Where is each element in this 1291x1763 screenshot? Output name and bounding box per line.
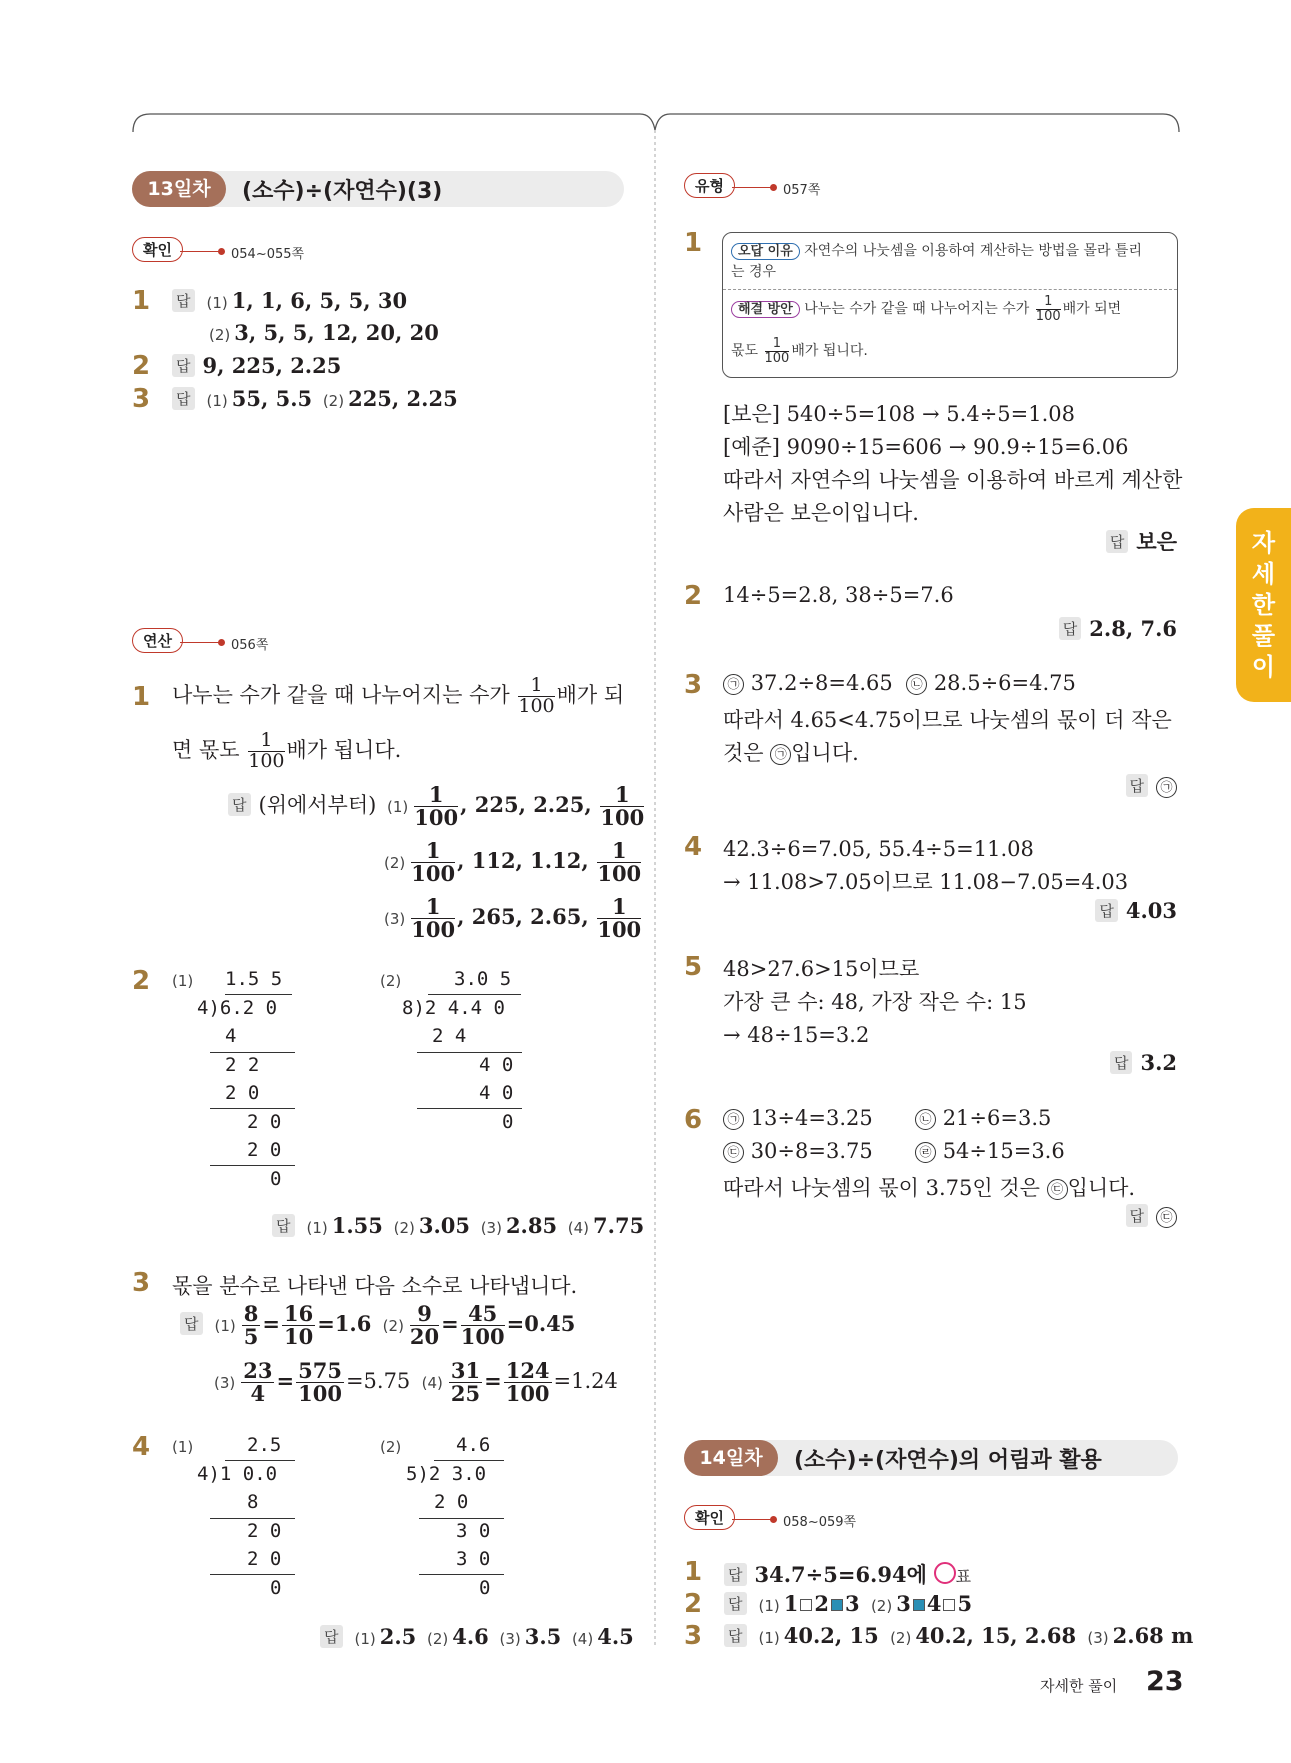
- text: 배가 되: [556, 682, 625, 707]
- row-values: , 265, 2.65,: [457, 904, 589, 930]
- fraction: [461, 1303, 505, 1348]
- text: 54÷15=3.6: [942, 1139, 1065, 1163]
- fraction: [248, 731, 284, 772]
- part-label: (1): [758, 1629, 780, 1647]
- fraction: [241, 1360, 274, 1405]
- denominator: 100: [1035, 308, 1061, 324]
- numerator: 1: [411, 840, 455, 863]
- result: =0.45: [506, 1311, 576, 1337]
- part-label: (2): [209, 326, 231, 344]
- type-q4-text: [723, 833, 1128, 899]
- part-label: (4): [571, 1630, 594, 1648]
- answer-label: 답: [1059, 617, 1082, 640]
- type-q6-line1: [723, 1106, 873, 1130]
- day13-title: (소수)÷(자연수)(3): [242, 179, 443, 204]
- side-tab-char: 이: [1251, 653, 1276, 681]
- numerator: 9: [410, 1303, 439, 1326]
- part-label: (4): [421, 1374, 443, 1393]
- fraction: [600, 784, 644, 829]
- q-number: 3: [132, 1268, 151, 1298]
- text: 입니다.: [791, 741, 859, 765]
- q-number: 2: [132, 351, 151, 381]
- q-number: 4: [684, 832, 703, 862]
- type-q3-line2: 따라서 4.65<4.75이므로 나눗셈의 몫이 더 작은: [723, 708, 1172, 732]
- fraction: [411, 896, 455, 941]
- text: 입니다.: [1067, 1176, 1136, 1200]
- fraction: [504, 1360, 552, 1405]
- part-label: (3): [1087, 1629, 1109, 1647]
- fix-method-tag: 해결 방안: [731, 301, 800, 318]
- denominator: 100: [764, 350, 790, 366]
- empty-box-icon: [943, 1599, 955, 1611]
- fraction: [597, 896, 641, 941]
- day14-check-tag: 확인: [684, 1505, 735, 1530]
- q-number: 3: [684, 1621, 703, 1651]
- wrong-reason-tag: 오답 이유: [731, 243, 800, 260]
- step: 2 0: [247, 1520, 282, 1542]
- numerator: 1: [248, 731, 284, 752]
- type-q6-line2: [723, 1139, 873, 1163]
- text-line: [보은] 540÷5=108 → 5.4÷5=1.08: [723, 402, 1076, 426]
- answer-value: ㉢: [1156, 1207, 1177, 1228]
- quotient: 3.0 5: [454, 968, 512, 990]
- q-number: 3: [684, 670, 703, 700]
- text-line: 가장 큰 수: 48, 가장 작은 수: 15: [723, 990, 1027, 1014]
- part-label: (2): [870, 1597, 893, 1615]
- part-label: (1): [172, 1438, 194, 1456]
- fraction: [296, 1360, 344, 1405]
- tag-dot: [218, 639, 225, 646]
- text: 배가 됩니다.: [286, 737, 402, 762]
- q-number: 4: [132, 1432, 151, 1462]
- q-number: 1: [132, 286, 151, 316]
- practice-q1-text2: [172, 731, 401, 772]
- denominator: 20: [409, 1324, 440, 1350]
- hint-box: [722, 232, 1178, 378]
- step: 3 0: [456, 1548, 491, 1570]
- text-line: 따라서 자연수의 나눗셈을 이용하여 바르게 계산한: [723, 468, 1183, 492]
- text: 30÷8=3.75: [750, 1139, 873, 1163]
- text: 배가 됩니다.: [791, 343, 868, 360]
- answer-value: 34.7÷5=6.94에: [754, 1562, 927, 1587]
- practice-q4-answer: [320, 1624, 634, 1649]
- text-line: 사람은 보은이입니다.: [723, 501, 919, 525]
- circled-label: ㉠: [723, 1109, 744, 1130]
- check-q3-b: 225, 2.25: [348, 386, 458, 411]
- dividend: 4)1 0.0: [197, 1463, 278, 1485]
- type-q5-text: [723, 953, 1027, 1052]
- check-q2-line: [172, 353, 341, 378]
- text: 몫도: [731, 343, 759, 360]
- answer-label: 답: [172, 387, 195, 410]
- answer-value: 40.2, 15: [783, 1623, 879, 1648]
- answer-label: 답: [1110, 1051, 1133, 1074]
- text-line: → 11.08>7.05이므로 11.08−7.05=4.03: [723, 870, 1129, 894]
- answer-label: 답: [724, 1592, 747, 1615]
- text-line: [예준] 9090÷15=606 → 90.9÷15=6.06: [723, 435, 1129, 459]
- q-number: 1: [684, 228, 703, 258]
- numerator: 8: [243, 1301, 259, 1326]
- circled-label: ㉠: [723, 674, 744, 695]
- row-values: , 112, 1.12,: [457, 848, 589, 874]
- text: 자연수의 나눗셈을 이용하여 계산하는 방법을 몰라 틀리: [804, 243, 1142, 259]
- step: 4 0: [479, 1054, 514, 1076]
- type-q3-line3: [723, 737, 859, 767]
- wrong-reason: [731, 241, 1171, 283]
- part-label: (1): [206, 294, 228, 312]
- circle-mark-icon: [934, 1562, 956, 1584]
- circled-label: ㉣: [915, 1142, 936, 1163]
- fraction: [410, 1303, 439, 1348]
- text: 28.5÷6=4.75: [933, 671, 1076, 695]
- practice-q1-text1: [172, 676, 624, 717]
- fraction: [518, 676, 554, 717]
- text: 배가 되면: [1062, 301, 1122, 318]
- footer-label: 자세한 풀이: [1040, 1677, 1118, 1695]
- part-label: (4): [567, 1219, 590, 1237]
- text: 는 경우: [731, 264, 777, 280]
- fraction: [1036, 295, 1061, 323]
- part-label: (3): [480, 1219, 502, 1237]
- dividend: 4)6.2 0: [197, 997, 278, 1019]
- type-q4-answer: [1095, 898, 1177, 923]
- answer-label: 답: [1126, 774, 1149, 797]
- circled-label: ㉡: [906, 674, 927, 695]
- side-tab-char: 자: [1251, 529, 1276, 557]
- part-label: (2): [322, 392, 345, 410]
- numerator: 16: [283, 1301, 314, 1326]
- dividend: 8)2 4.4 0: [402, 997, 505, 1019]
- day14-badge: 14일차: [684, 1440, 778, 1476]
- answer-value: 2.68 m: [1112, 1623, 1194, 1648]
- quotient: 2.5: [247, 1434, 282, 1456]
- answer-label: 답: [724, 1624, 747, 1647]
- part-label: (3): [384, 910, 406, 929]
- check-q1-a: 1, 1, 6, 5, 5, 30: [231, 288, 408, 313]
- filled-box-icon: [913, 1599, 925, 1611]
- denominator: 25: [450, 1381, 481, 1407]
- denominator: 100: [600, 805, 645, 831]
- step: 3 0: [456, 1520, 491, 1542]
- denominator: 5: [243, 1324, 259, 1350]
- type-q2-answer: [1059, 616, 1177, 641]
- numerator: 45: [461, 1303, 505, 1326]
- text: 나누는 수가 같을 때 나누어지는 수가: [804, 301, 1030, 318]
- tag-dot: [770, 1516, 777, 1523]
- denominator: 100: [505, 1381, 550, 1407]
- answer-label: 답: [724, 1563, 747, 1586]
- text: 37.2÷8=4.65: [750, 671, 893, 695]
- dividend: 5)2 3.0: [406, 1463, 487, 1485]
- type-q5-answer: [1110, 1050, 1177, 1075]
- tag-connector: [732, 187, 772, 188]
- result: =5.75: [345, 1369, 411, 1394]
- numerator: 23: [243, 1358, 273, 1383]
- circled-label: ㉡: [915, 1109, 936, 1130]
- answer-value: 4.03: [1125, 898, 1177, 923]
- check-pages: 054~055쪽: [231, 247, 305, 262]
- part-label: (1): [214, 1317, 236, 1336]
- step: 0: [502, 1111, 514, 1133]
- check-tag: 확인: [132, 237, 183, 262]
- practice-q3-ans-r2: (3) $\frac{23}{4}$ = $\frac{575}{100}$ =5.75 (4) $\frac{31}{25}$ = $\frac{124}{100}$ =1.24: [214, 1358, 618, 1407]
- answer-value: 2.8, 7.6: [1089, 616, 1177, 641]
- answer-value: 보은: [1136, 529, 1177, 554]
- denominator: 100: [597, 917, 642, 943]
- practice-pages: 056쪽: [231, 638, 269, 653]
- step: 8: [247, 1491, 259, 1513]
- type-q6-line1b: [915, 1106, 1051, 1130]
- part-label: (1): [306, 1219, 328, 1237]
- digit: 3: [845, 1591, 860, 1616]
- type-q6-line2b: [915, 1139, 1065, 1163]
- text-line: 48>27.6>15이므로: [723, 957, 920, 981]
- answer-value: 2.5: [379, 1624, 417, 1649]
- side-tab-char: 한: [1251, 591, 1276, 619]
- numerator: 31: [450, 1358, 481, 1383]
- part-label: (1): [354, 1630, 376, 1648]
- fraction: [282, 1303, 315, 1348]
- circled-label: ㉢: [723, 1142, 744, 1163]
- fraction: [449, 1360, 482, 1405]
- answer-value: 1.55: [331, 1213, 383, 1238]
- from-top-label: (위에서부터): [258, 793, 377, 818]
- fix-method: [731, 295, 1171, 323]
- type-q1-text: [723, 398, 1182, 530]
- q-number: 1: [684, 1557, 703, 1587]
- quotient: 1.5 5: [225, 968, 283, 990]
- text-line: → 48÷15=3.2: [723, 1023, 870, 1047]
- step: 4 0: [479, 1082, 514, 1104]
- tag-dot: [218, 248, 225, 255]
- step: 2 0: [247, 1111, 282, 1133]
- step: 4: [225, 1025, 237, 1047]
- fraction: [765, 337, 790, 365]
- part-label: (1): [172, 972, 194, 990]
- numerator: 1: [600, 784, 644, 807]
- numerator: 1: [765, 337, 790, 352]
- answer-value: 4.5: [597, 1624, 634, 1649]
- part-label: (2): [380, 972, 402, 990]
- long-division-1: [195, 968, 305, 1198]
- digit: 5: [957, 1591, 973, 1616]
- q-number: 5: [684, 952, 703, 982]
- type-pages: 057쪽: [783, 183, 821, 198]
- answer-label: 답: [172, 289, 195, 312]
- denominator: 100: [518, 694, 555, 717]
- type-q6-line3: [723, 1172, 1135, 1202]
- answer-value: 40.2, 15, 2.68: [915, 1623, 1077, 1648]
- step: 2 0: [225, 1082, 260, 1104]
- answer-value: 3.05: [418, 1213, 470, 1238]
- day14-q2: [724, 1591, 972, 1616]
- long-division-3: [195, 1434, 305, 1599]
- part-label: (2): [380, 1438, 402, 1456]
- denominator: 100: [597, 861, 642, 887]
- q-number: 3: [132, 384, 151, 414]
- step: 0: [270, 1168, 282, 1190]
- numerator: 1: [597, 840, 641, 863]
- numerator: 1: [518, 676, 554, 697]
- numerator: 575: [298, 1358, 342, 1383]
- practice-q1-ans-r1: [228, 784, 646, 829]
- practice-q3-ans-r1: 답 (1) $\frac{8}{5}$ = $\frac{16}{10}$ =1.6 (2) $\frac{9}{20}$ = $\frac{45}{100}$ =0.45: [180, 1303, 575, 1348]
- part-label: (2): [890, 1629, 912, 1647]
- long-division-2: [402, 968, 532, 1133]
- answer-label: 답: [272, 1214, 295, 1237]
- tag-connector: [180, 251, 220, 252]
- fraction: [414, 784, 458, 829]
- part-label: (2): [384, 854, 406, 873]
- mark-label: 표: [955, 1567, 972, 1586]
- denominator: 10: [283, 1324, 314, 1350]
- digit: 2: [814, 1591, 829, 1616]
- part-label: (3): [214, 1374, 236, 1393]
- part-label: (2): [426, 1630, 449, 1648]
- side-tab-char: 풀: [1251, 622, 1276, 650]
- day14-pages: 058~059쪽: [783, 1515, 857, 1530]
- circled-label: ㉢: [1047, 1179, 1068, 1200]
- denominator: 4: [250, 1381, 266, 1407]
- type-q3-answer: [1126, 774, 1178, 798]
- filled-box-icon: [831, 1599, 843, 1611]
- answer-value: 3.5: [524, 1624, 562, 1649]
- digit: 3: [896, 1591, 911, 1616]
- step: 2 2: [225, 1054, 260, 1076]
- answer-value: 7.75: [593, 1213, 645, 1238]
- answer-value: ㉠: [1156, 777, 1177, 798]
- tag-connector: [732, 1519, 772, 1520]
- answer-label: 답: [320, 1625, 343, 1648]
- digit: 4: [926, 1591, 942, 1616]
- answer-value: 4.6: [452, 1624, 489, 1649]
- practice-q1-ans-r2: [380, 840, 643, 885]
- denominator: 100: [414, 805, 459, 831]
- part-label: (2): [393, 1219, 415, 1237]
- answer-label: 답: [180, 1312, 203, 1335]
- numerator: 124: [505, 1358, 550, 1383]
- q-number: 6: [684, 1105, 703, 1135]
- circled-label: ㉠: [770, 744, 791, 765]
- check-q2: 9, 225, 2.25: [202, 353, 342, 378]
- day14-q1: [724, 1559, 971, 1589]
- fix-method-line2: [731, 337, 1171, 365]
- denominator: 100: [460, 1324, 505, 1350]
- day14-title: (소수)÷(자연수)의 어림과 활용: [794, 1448, 1102, 1473]
- step: 0: [479, 1577, 491, 1599]
- step: 0: [270, 1577, 282, 1599]
- part-label: (1): [206, 392, 228, 410]
- text: 것은: [723, 741, 764, 765]
- type-tag: 유형: [684, 173, 735, 198]
- step: 2 0: [247, 1139, 282, 1161]
- text: 따라서 나눗셈의 몫이 3.75인 것은: [723, 1176, 1040, 1200]
- digit: 1: [783, 1591, 799, 1616]
- answer-label: 답: [1095, 899, 1118, 922]
- day13-badge: 13일차: [132, 171, 226, 207]
- part-label: (1): [387, 798, 409, 817]
- result: =1.6: [317, 1311, 372, 1337]
- text: 21÷6=3.5: [942, 1106, 1052, 1130]
- result: =1.24: [553, 1369, 618, 1394]
- denominator: 100: [411, 861, 456, 887]
- q-number: 2: [132, 966, 151, 996]
- practice-tag: 연산: [132, 628, 183, 653]
- check-q1-b: 3, 5, 5, 12, 20, 20: [234, 320, 439, 345]
- part-label: (3): [499, 1630, 521, 1648]
- row-values: , 225, 2.25,: [460, 792, 592, 818]
- tag-dot: [770, 184, 777, 191]
- part-label: (2): [382, 1317, 404, 1336]
- denominator: 100: [248, 749, 285, 772]
- practice-q2-answer: [272, 1213, 644, 1238]
- fraction: [242, 1303, 261, 1348]
- check-q3-line: [172, 386, 458, 411]
- side-tab-char: 세: [1251, 560, 1276, 588]
- denominator: 100: [298, 1381, 342, 1407]
- day14-q3: [724, 1623, 1193, 1648]
- part-label: (1): [758, 1597, 780, 1615]
- numerator: 1: [411, 896, 455, 919]
- check-q1-line1: [172, 288, 407, 313]
- practice-q3-text: 몫을 분수로 나타낸 다음 소수로 나타냅니다.: [172, 1274, 578, 1298]
- type-q3-line1: [723, 671, 1076, 695]
- side-tab: [1236, 508, 1291, 702]
- text-line: 42.3÷6=7.05, 55.4÷5=11.08: [723, 837, 1034, 861]
- numerator: 1: [597, 896, 641, 919]
- practice-q1-ans-r3: [380, 896, 643, 941]
- step: 2 0: [434, 1491, 469, 1513]
- q-number: 2: [684, 581, 703, 611]
- step: 2 0: [247, 1548, 282, 1570]
- answer-label: 답: [1106, 530, 1129, 553]
- page-number: 23: [1146, 1666, 1184, 1697]
- answer-label: 답: [172, 354, 195, 377]
- numerator: 1: [414, 784, 458, 807]
- type-q2-text: 14÷5=2.8, 38÷5=7.6: [723, 583, 954, 607]
- denominator: 100: [411, 917, 456, 943]
- check-q3-a: 55, 5.5: [231, 386, 313, 411]
- answer-value: 3.2: [1140, 1050, 1177, 1075]
- fraction: [411, 840, 455, 885]
- answer-label: 답: [1126, 1204, 1149, 1227]
- tag-connector: [180, 642, 220, 643]
- fraction: [597, 840, 641, 885]
- quotient: 4.6: [456, 1434, 491, 1456]
- q-number: 1: [132, 682, 151, 712]
- text: 나누는 수가 같을 때 나누어지는 수가: [172, 682, 510, 707]
- text: 13÷4=3.25: [750, 1106, 873, 1130]
- answer-value: 2.85: [505, 1213, 558, 1238]
- q-number: 2: [684, 1589, 703, 1619]
- answer-label: 답: [228, 793, 251, 816]
- step: 2 4: [432, 1025, 467, 1047]
- long-division-4: [404, 1434, 534, 1599]
- text: 면 몫도: [172, 737, 240, 762]
- type-q1-answer: [1106, 526, 1177, 556]
- empty-box-icon: [800, 1599, 812, 1611]
- numerator: 1: [1036, 295, 1061, 310]
- check-q1-line2: [205, 320, 439, 345]
- type-q6-answer: [1126, 1204, 1178, 1228]
